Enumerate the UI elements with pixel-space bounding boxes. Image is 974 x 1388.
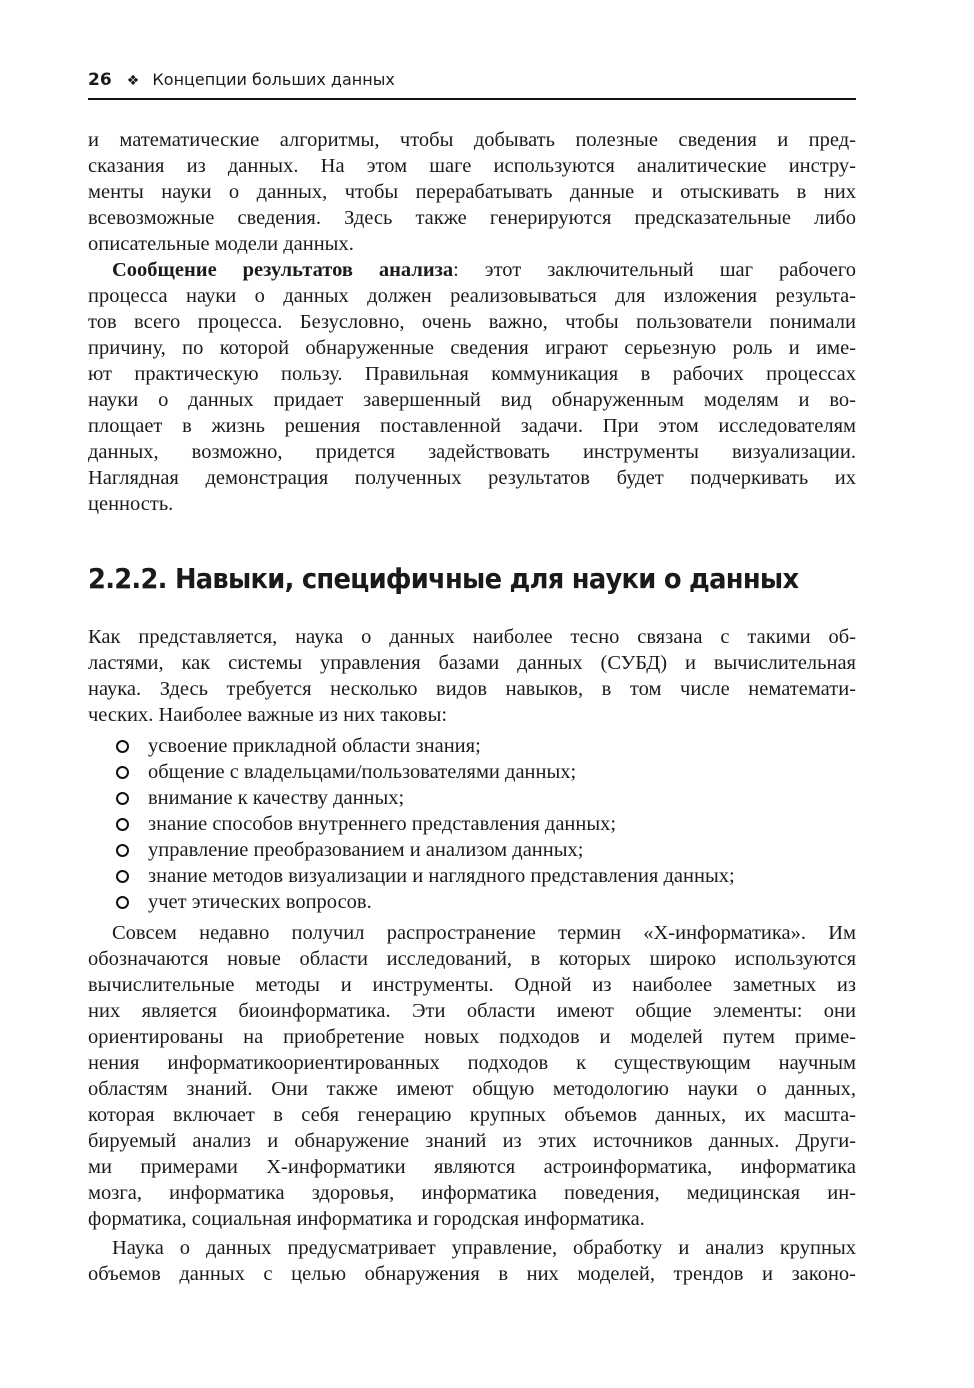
text-line: ориентированы на приобретение новых подходов и моделей путем приме- xyxy=(88,1026,856,1048)
text-line: площает в жизнь решения поставленной задачи. При этом исследователям xyxy=(88,415,856,437)
text-line xyxy=(88,257,856,283)
circle-bullet-icon xyxy=(116,844,129,857)
text-line: ластями, как системы управления базами данных (СУБД) и вычислительная xyxy=(88,652,856,674)
paragraph-skills-intro xyxy=(88,624,856,728)
text-line: них является биоинформатика. Эти области имеют общие элементы: они xyxy=(88,1000,856,1022)
chapter-title: Концепции больших данных xyxy=(152,70,395,89)
list-item-text: знание методов визуализации и наглядного представления данных; xyxy=(148,865,735,887)
text-line: ческих. Наиболее важные из них таковы: xyxy=(88,704,448,726)
text-line: менты науки о данных, чтобы перерабатывать данные и отыскивать в них xyxy=(88,181,856,203)
list-item xyxy=(88,863,856,889)
text-line: процесса науки о данных должен реализовываться для изложения результа- xyxy=(88,285,856,307)
circle-bullet-icon xyxy=(116,870,129,883)
list-item xyxy=(88,837,856,863)
text-line: сказания из данных. На этом шаге используются аналитические инстру- xyxy=(88,155,856,177)
paragraph-communication xyxy=(88,257,856,517)
text-line: бируемый анализ и обнаружение знаний из этих источников данных. Други- xyxy=(88,1130,856,1152)
text-line: которая включает в себя генерацию крупных объемов данных, их масшта- xyxy=(88,1104,856,1126)
text-line: нения информатикоориентированных подходов к существующим научным xyxy=(88,1052,856,1074)
text-line: Наглядная демонстрация полученных результатов будет подчеркивать их xyxy=(88,467,856,489)
text-line: ют практическую пользу. Правильная коммуникация в рабочих процессах xyxy=(88,363,856,385)
paragraph-data-science xyxy=(88,1235,856,1287)
circle-bullet-icon xyxy=(116,766,129,779)
text-line: мозга, информатика здоровья, информатика поведения, медицинская ин- xyxy=(88,1182,856,1204)
text-line: ми примерами Х-информатики являются астроинформатика, информатика xyxy=(88,1156,856,1178)
text-line: наука. Здесь требуется несколько видов навыков, в том числе нематемати- xyxy=(88,678,856,700)
circle-bullet-icon xyxy=(116,896,129,909)
text-line: причину, по которой обнаруженные сведения играют серьезную роль и име- xyxy=(88,337,856,359)
text-line: данных, возможно, придется задействовать инструменты визуализации. xyxy=(88,441,856,463)
section-heading: 2.2.2. Навыки, специфичные для науки о данных xyxy=(88,562,799,595)
text-line: областям знаний. Они также имеют общую методологию науки о данных, xyxy=(88,1078,856,1100)
text-line: и математические алгоритмы, чтобы добывать полезные сведения и пред- xyxy=(88,129,856,151)
list-item xyxy=(88,889,856,915)
circle-bullet-icon xyxy=(116,818,129,831)
list-item xyxy=(88,811,856,837)
ornament-icon: ❖ xyxy=(126,73,140,89)
text-line: форматика, социальная информатика и городская информатика. xyxy=(88,1208,645,1230)
paragraph-analysis xyxy=(88,127,856,257)
list-item-text: внимание к качеству данных; xyxy=(148,787,405,809)
text-line: тов всего процесса. Безусловно, очень важно, чтобы пользователи понимали xyxy=(88,311,856,333)
skills-list xyxy=(88,733,856,915)
text-line: объемов данных с целью обнаружения в них моделей, трендов и законо- xyxy=(88,1263,856,1285)
list-item xyxy=(88,759,856,785)
list-item xyxy=(88,733,856,759)
bold-term: Сообщение результатов анализа xyxy=(112,259,454,281)
running-header xyxy=(88,70,856,100)
text-line: ценность. xyxy=(88,493,174,515)
text-line: Совсем недавно получил распространение термин «Х-информатика». Им xyxy=(112,922,856,944)
text-line: всевозможные сведения. Здесь также генерируются предсказательные либо xyxy=(88,207,856,229)
page-number: 26 xyxy=(88,70,112,90)
list-item-text: общение с владельцами/пользователями данных; xyxy=(148,761,577,783)
list-item-text: усвоение прикладной области знания; xyxy=(148,735,481,757)
text-line: Как представляется, наука о данных наиболее тесно связана с такими об- xyxy=(88,626,856,648)
paragraph-x-informatics xyxy=(88,920,856,1232)
list-item xyxy=(88,785,856,811)
text-line: Наука о данных предусматривает управление, обработку и анализ крупных xyxy=(112,1237,856,1259)
list-item-text: управление преобразованием и анализом данных; xyxy=(148,839,584,861)
list-item-text: знание способов внутреннего представления данных; xyxy=(148,813,617,835)
text-line: вычислительные методы и инструменты. Одной из наиболее заметных из xyxy=(88,974,856,996)
text-line: науки о данных придает завершенный вид обнаруженным моделям и во- xyxy=(88,389,856,411)
circle-bullet-icon xyxy=(116,740,129,753)
list-item-text: учет этических вопросов. xyxy=(148,891,372,913)
text-line-rest: : этот заключительный шаг рабочего xyxy=(453,259,857,281)
text-line: обозначаются новые области исследований, в которых широко используются xyxy=(88,948,856,970)
circle-bullet-icon xyxy=(116,792,129,805)
text-line: описательные модели данных. xyxy=(88,233,354,255)
